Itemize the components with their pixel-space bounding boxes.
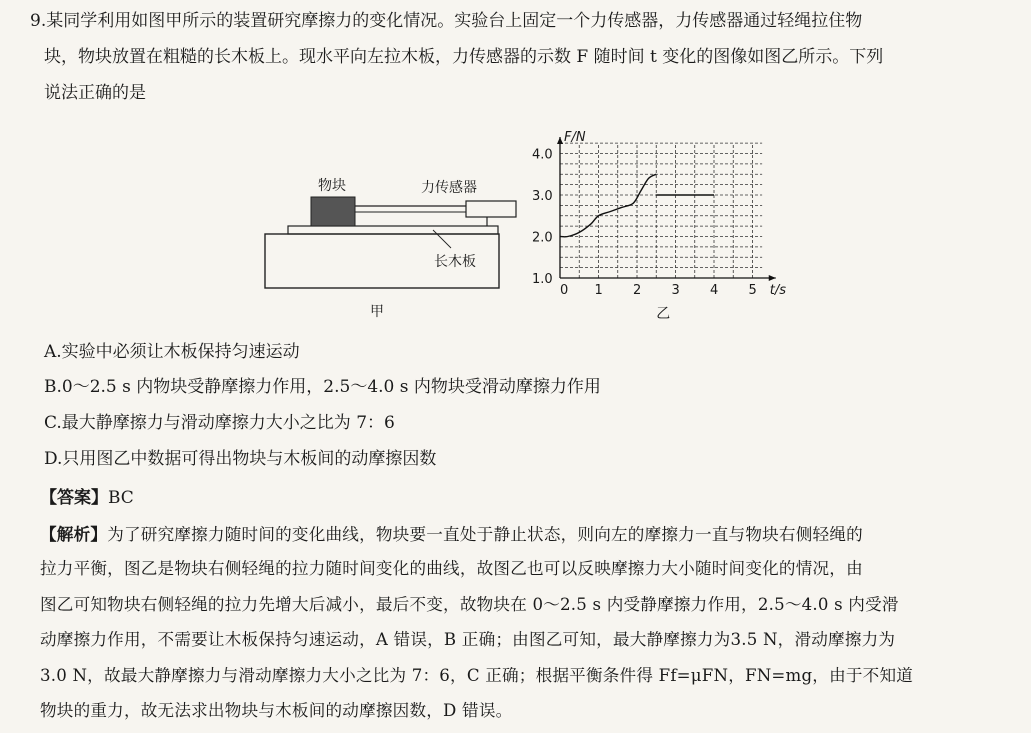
x-tick-label: 1 <box>594 283 603 298</box>
option-b: B.0～2.5 s 内物块受静摩擦力作用，2.5～4.0 s 内物块受滑动摩擦力作用 <box>44 377 601 397</box>
label-force-sensor: 力传感器 <box>421 180 477 196</box>
answer-label: 【答案】 <box>40 488 108 508</box>
question-line-2: 块，物块放置在粗糙的长木板上。现水平向左拉木板，力传感器的示数 F 随时间 t 变化的图像如图乙所示。下列 <box>44 47 884 67</box>
option-c: C.最大静摩擦力与滑动摩擦力大小之比为 7：6 <box>44 413 395 433</box>
label-block: 物块 <box>318 178 346 194</box>
answer-value: BC <box>108 488 134 508</box>
chart-caption: 乙 <box>656 306 671 322</box>
question-line-3: 说法正确的是 <box>44 83 146 103</box>
chart-axes <box>557 137 776 281</box>
x-tick-label: 2 <box>633 283 642 298</box>
explanation-line-1: 【解析】为了研究摩擦力随时间的变化曲线，物块要一直处于静止状态，则向左的摩擦力一直与物块右侧轻绳的 <box>40 524 863 544</box>
force-sensor <box>466 201 516 217</box>
caption-jia: 甲 <box>370 304 384 318</box>
figure-jia-diagram <box>255 168 525 318</box>
x-tick-label: 0 <box>560 283 569 298</box>
explanation-line-3: 图乙可知物块右侧轻绳的拉力先增大后减小，最后不变，故物块在 0～2.5 s 内受静摩擦力作用，2.5～4.0 s 内受滑 <box>40 595 899 614</box>
chart-ticks <box>532 148 757 299</box>
y-tick-label: 3.0 <box>532 189 553 204</box>
block <box>311 197 355 226</box>
x-tick-label: 5 <box>748 283 757 298</box>
chart-xlabel: t/s <box>769 283 786 298</box>
y-tick-label: 4.0 <box>532 147 553 163</box>
board-leader-line <box>433 230 451 248</box>
option-a: A.实验中必须让木板保持匀速运动 <box>44 342 300 362</box>
x-tick-label: 4 <box>710 283 719 298</box>
x-tick-label: 3 <box>671 283 680 298</box>
label-long-board: 长木板 <box>434 254 476 270</box>
y-axis-arrow <box>557 137 563 144</box>
long-board <box>288 226 498 234</box>
explanation-line-5: 3.0 N，故最大静摩擦力与滑动摩擦力大小之比为 7：6，C 正确；根据平衡条件得 Ff=μFN，FN=mg，由于不知道 <box>40 666 914 685</box>
explanation-label: 【解析】 <box>40 524 108 544</box>
chart-ylabel: F/N <box>564 130 586 146</box>
answer <box>40 486 134 510</box>
figure-yi-chart <box>520 118 800 323</box>
explanation-line-6: 物块的重力，故无法求出物块与木板间的动摩擦因数，D 错误。 <box>40 701 513 720</box>
explanation-line-4: 动摩擦力作用，不需要让木板保持匀速运动，A 错误，B 正确；由图乙可知，最大静摩擦力为3.5 N，滑动摩擦力为 <box>40 630 896 649</box>
option-d: D.只用图乙中数据可得出物块与木板间的动摩擦因数 <box>44 449 437 469</box>
y-tick-label: 1.0 <box>532 272 553 287</box>
chart-grid <box>560 143 762 278</box>
question-line-1: 9.某同学利用如图甲所示的装置研究摩擦力的变化情况。实验台上固定一个力传感器，力传感器通过轻绳拉住物 <box>30 11 863 31</box>
y-tick-label: 2.0 <box>532 230 553 246</box>
explanation-line-2: 拉力平衡，图乙是物块右侧轻绳的拉力随时间变化的曲线，故图乙也可以反映摩擦力大小随时间变化的情况，由 <box>40 559 863 578</box>
x-axis-arrow <box>769 275 776 281</box>
